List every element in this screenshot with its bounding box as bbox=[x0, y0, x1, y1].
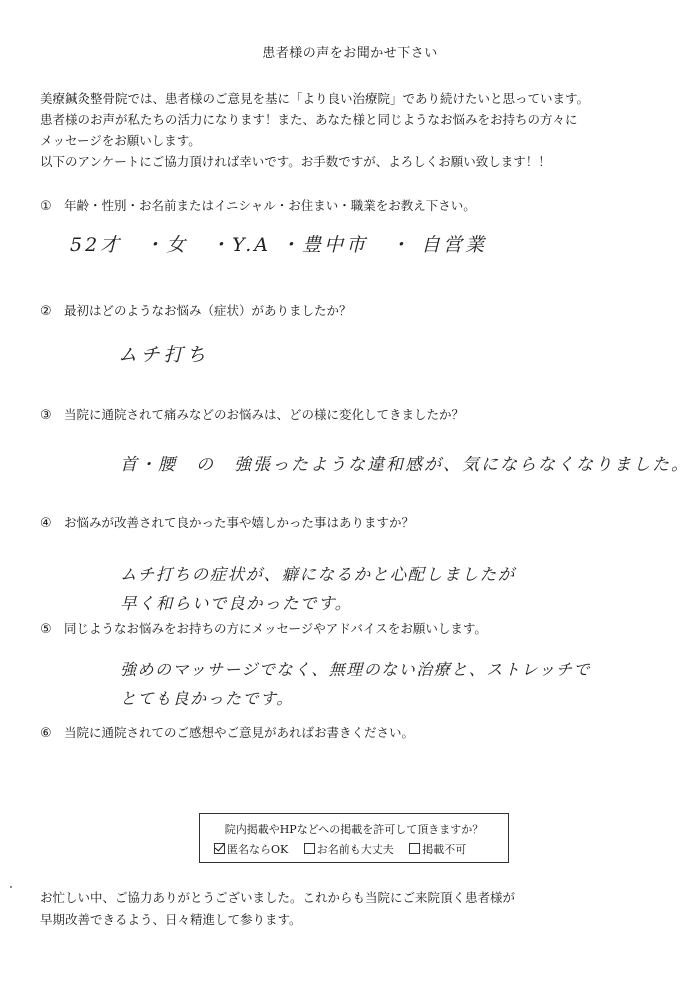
question-number: ③ bbox=[40, 408, 52, 423]
handwritten-answer-line: 52才 ・女 ・Y.A ・豊中市 ・ 自営業 bbox=[70, 234, 488, 256]
handwritten-answer-line: ムチ打ちの症状が、癖になるかと心配しましたが bbox=[120, 565, 516, 584]
intro-line: 美療鍼灸整骨院では、患者様のご意見を基に「より良い治療院」であり続けたいと思っています。 bbox=[40, 91, 590, 106]
answer-5 bbox=[120, 655, 591, 713]
question-text: 当院に通院されてのご感想やご意見があればお書きください。 bbox=[63, 725, 414, 740]
question-number: ⑤ bbox=[40, 622, 52, 637]
question-3 bbox=[40, 405, 464, 423]
answer-2 bbox=[118, 340, 210, 367]
consent-option-label: 匿名ならOK bbox=[227, 843, 289, 856]
consent-option-label: お名前も大丈夫 bbox=[316, 843, 394, 856]
consent-option-decline[interactable] bbox=[409, 841, 466, 857]
question-number: ① bbox=[40, 199, 52, 214]
handwritten-answer-line: とても良かったです。 bbox=[120, 689, 294, 708]
question-number: ④ bbox=[40, 516, 52, 531]
question-text: 同じようなお悩みをお持ちの方にメッセージやアドバイスをお願いします。 bbox=[63, 621, 487, 636]
checkbox-icon[interactable] bbox=[409, 843, 420, 854]
consent-question: 院内掲載やHPなどへの掲載を許可して頂きますか？ bbox=[224, 823, 484, 836]
checkbox-icon[interactable] bbox=[304, 843, 315, 854]
checked-checkbox-icon[interactable] bbox=[214, 843, 225, 854]
question-text: 当院に通院されて痛みなどのお悩みは、どの様に変化してきましたか？ bbox=[63, 407, 464, 422]
consent-option-label: 掲載不可 bbox=[422, 843, 467, 856]
question-text: お悩みが改善されて良かった事や嬉しかった事はありますか？ bbox=[63, 515, 414, 530]
question-text: 年齢・性別・お名前またはイニシャル・お住まい・職業をお教え下さい。 bbox=[63, 198, 476, 213]
publication-consent-box bbox=[199, 813, 509, 863]
consent-option-anonymous[interactable] bbox=[214, 841, 288, 857]
closing-line: 早期改善できるよう、日々精進して参ります。 bbox=[40, 912, 302, 927]
answer-1 bbox=[70, 230, 487, 257]
intro-line: 患者様のお声が私たちの活力になります！また、あなた様と同じようなお悩みをお持ちの方々に bbox=[40, 112, 578, 127]
question-6 bbox=[40, 723, 414, 741]
question-4 bbox=[40, 513, 414, 531]
scan-speck bbox=[10, 886, 12, 888]
handwritten-answer-line: ムチ打ち bbox=[118, 344, 210, 366]
closing-line: お忙しい中、ご協力ありがとうございました。これからも当院にご来院頂く患者様が bbox=[40, 890, 516, 905]
intro-line: メッセージをお願いします。 bbox=[40, 133, 201, 148]
question-number: ② bbox=[40, 304, 52, 319]
question-2 bbox=[40, 301, 352, 319]
handwritten-answer-line: 強めのマッサージでなく、無理のない治療と、ストレッチで bbox=[120, 660, 592, 679]
question-text: 最初はどのようなお悩み（症状）がありましたか？ bbox=[63, 303, 352, 318]
answer-3 bbox=[120, 450, 690, 475]
consent-option-name-ok[interactable] bbox=[304, 841, 394, 857]
page-title: 患者様の声をお聞かせ下さい bbox=[262, 46, 438, 61]
handwritten-answer-line: 首・腰 の 強張ったような違和感が、気にならなくなりました。 bbox=[120, 455, 690, 475]
handwritten-answer-line: 早く和らいで良かったです。 bbox=[120, 594, 353, 613]
consent-options bbox=[214, 841, 478, 857]
intro-line: 以下のアンケートにご協力頂ければ幸いです。お手数ですが、よろしくお願い致します！！ bbox=[40, 154, 551, 169]
question-number: ⑥ bbox=[40, 726, 52, 741]
question-5 bbox=[40, 619, 487, 637]
closing-message bbox=[40, 887, 515, 931]
question-1 bbox=[40, 196, 476, 214]
answer-4 bbox=[120, 560, 516, 618]
intro-text bbox=[40, 88, 670, 172]
